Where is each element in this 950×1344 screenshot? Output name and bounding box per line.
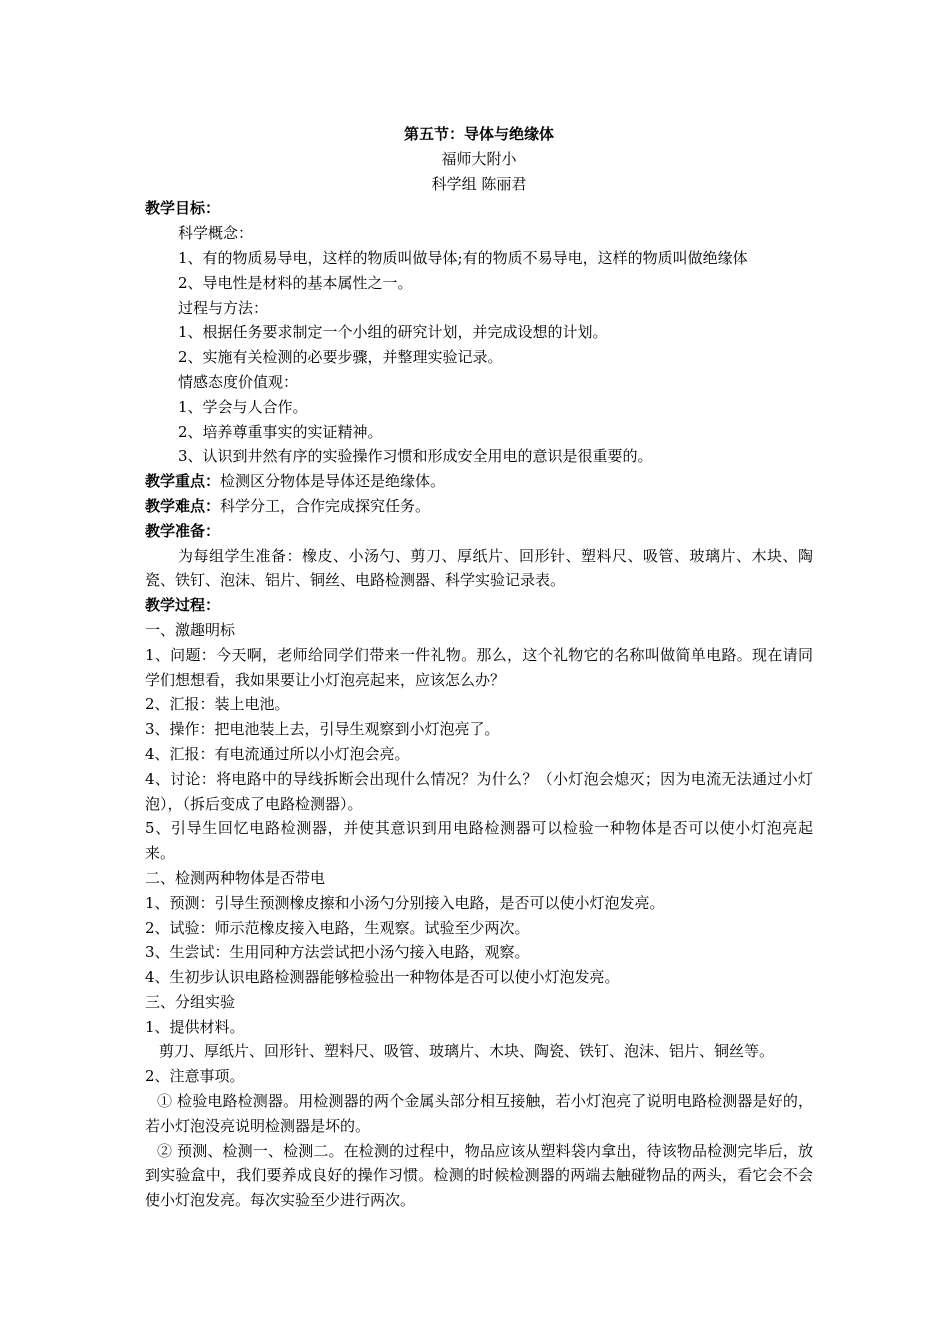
note-1: ① 检验电路检测器。用检测器的两个金属头部分相互接触，若小灯泡亮了说明电路检测器是好的，若小灯泡没亮说明检测器是坏的。 <box>145 1092 813 1135</box>
section-1-item-6: 5、引导生回忆电路检测器，并使其意识到用电路检测器可以检验一种物体是否可以使小灯泡亮起来。 <box>145 819 813 863</box>
section-2-item-2: 2、试验：师示范橡皮接入电路，生观察。试验至少两次。 <box>145 918 530 937</box>
prep-text: 为每组学生准备：橡皮、小汤勺、剪刀、厚纸片、回形针、塑料尺、吸管、玻璃片、木块、陶瓷、铁钉、泡沫、铝片、铜丝、电路检测器、科学实验记录表。 <box>145 546 813 590</box>
attitude-item-2: 2、培养尊重事实的实证精神。 <box>178 422 383 441</box>
section-1-item-1: 1、问题：今天啊，老师给同学们带来一件礼物。那么，这个礼物它的名称叫做简单电路。现在请同学们想想看，我如果要让小灯泡亮起来，应该怎么办？ <box>145 645 813 689</box>
attitude-item-3: 3、认识到井然有序的实验操作习惯和形成安全用电的意识是很重要的。 <box>178 447 653 466</box>
concept-item-1: 1、有的物质易导电，这样的物质叫做导体;有的物质不易导电，这样的物质叫做绝缘体 <box>178 248 748 267</box>
concept-item-2: 2、导电性是材料的基本属性之一。 <box>178 273 413 292</box>
key-point-label: 教学重点： <box>145 472 221 491</box>
difficulty-label: 教学难点： <box>145 496 221 515</box>
attitude-heading: 情感态度价值观： <box>178 372 299 391</box>
section-2-heading: 二、检测两种物体是否带电 <box>145 868 326 887</box>
document-page <box>145 122 813 1213</box>
section-2-item-3: 3、生尝试：生用同种方法尝试把小汤勺接入电路，观察。 <box>145 943 530 962</box>
process-heading: 过程与方法： <box>178 298 269 317</box>
section-3-item-2: 2、注意事项。 <box>145 1067 245 1086</box>
difficulty-text: 科学分工，合作完成探究任务。 <box>220 496 431 515</box>
goals-heading: 教学目标： <box>145 199 221 218</box>
section-1-item-3: 3、操作：把电池装上去，引导生观察到小灯泡亮了。 <box>145 720 500 739</box>
section-1-item-2: 2、汇报：装上电池。 <box>145 695 290 714</box>
process-item-2: 2、实施有关检测的必要步骤，并整理实验记录。 <box>178 348 503 367</box>
document-title: 第五节：导体与绝缘体 <box>403 125 554 143</box>
section-3-heading: 三、分组实验 <box>145 992 236 1011</box>
section-2-item-1: 1、预测：引导生预测橡皮擦和小汤勺分别接入电路，是否可以使小灯泡发亮。 <box>145 893 665 912</box>
prep-heading: 教学准备： <box>145 521 221 540</box>
difficulty <box>145 494 813 519</box>
section-3-item-1: 1、提供材料。 <box>145 1017 245 1036</box>
key-point <box>145 469 813 494</box>
section-1-item-5: 4、讨论：将电路中的导线拆断会出现什么情况？为什么？（小灯泡会熄灭；因为电流无法通过小灯泡），（拆后变成了电路检测器）。 <box>145 769 813 813</box>
section-3-materials: 剪刀、厚纸片、回形针、塑料尺、吸管、玻璃片、木块、陶瓷、铁钉、泡沫、铝片、铜丝等。 <box>159 1042 775 1061</box>
section-2-item-4: 4、生初步认识电路检测器能够检验出一种物体是否可以使小灯泡发亮。 <box>145 968 620 987</box>
section-1-heading: 一、激趣明标 <box>145 620 236 639</box>
section-1-item-4: 4、汇报：有电流通过所以小灯泡会亮。 <box>145 744 410 763</box>
note-2: ② 预测、检测一、检测二。在检测的过程中，物品应该从塑料袋内拿出，待该物品检测完毕后，放到实验盒中，我们要养成良好的操作习惯。检测的时候检测器的两端去触碰物品的两头，看它会不会使小灯泡发亮。每次实验至少进行两次。 <box>145 1141 813 1210</box>
process-section-heading: 教学过程： <box>145 596 221 615</box>
process-item-1: 1、根据任务要求制定一个小组的研究计划，并完成设想的计划。 <box>178 323 608 342</box>
author-line: 科学组 陈丽君 <box>431 174 527 193</box>
attitude-item-1: 1、学会与人合作。 <box>178 397 308 416</box>
concept-heading: 科学概念： <box>178 224 254 243</box>
school-name: 福师大附小 <box>441 149 517 168</box>
key-point-text: 检测区分物体是导体还是绝缘体。 <box>220 472 446 491</box>
